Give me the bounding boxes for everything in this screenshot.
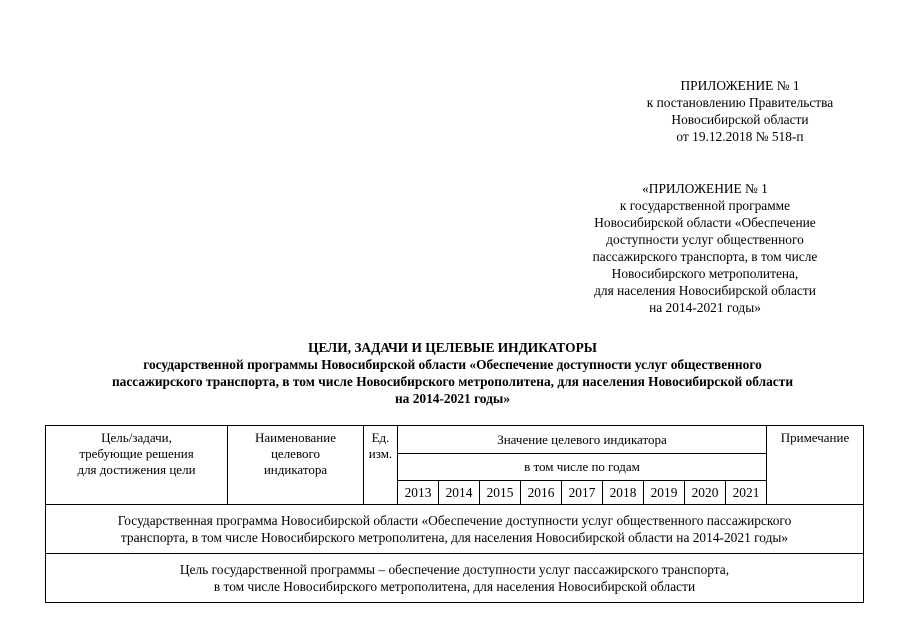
header-unit-line: изм.: [368, 446, 393, 461]
appendix-header-program: [555, 180, 855, 316]
title-line: государственной программы Новосибирской области «Обеспечение доступности услуг общественного: [143, 357, 762, 372]
table-row: [46, 554, 864, 603]
title-line: на 2014-2021 годы»: [394, 391, 511, 406]
header-by-year: в том числе по годам: [398, 454, 767, 481]
appendix-header-resolution: [610, 77, 870, 145]
year-cell: 2017: [562, 481, 603, 505]
goal-row: [46, 554, 864, 603]
header-value: Значение целевого индикатора: [398, 426, 767, 454]
appendix1-line: ПРИЛОЖЕНИЕ № 1: [680, 78, 800, 93]
header-unit-line: Ед.: [371, 430, 390, 445]
year-cell: 2019: [644, 481, 685, 505]
indicators-table: [45, 425, 864, 603]
appendix1-line: от 19.12.2018 № 518-п: [676, 129, 804, 144]
program-row-line: транспорта, в том числе Новосибирского метрополитена, для населения Новосибирской области на 2014-2021 годы»: [120, 530, 789, 545]
year-cell: 2015: [480, 481, 521, 505]
appendix2-line: Новосибирской области «Обеспечение: [594, 215, 816, 230]
title-line: ЦЕЛИ, ЗАДАЧИ И ЦЕЛЕВЫЕ ИНДИКАТОРЫ: [308, 340, 597, 355]
year-cell: 2020: [685, 481, 726, 505]
year-cell: 2014: [439, 481, 480, 505]
header-unit: [364, 426, 398, 505]
program-row-line: Государственная программа Новосибирской области «Обеспечение доступности услуг общественного пассажирского: [117, 513, 792, 528]
header-goal: [46, 426, 228, 505]
appendix2-line: доступности услуг общественного: [606, 232, 804, 247]
title-line: пассажирского транспорта, в том числе Новосибирского метрополитена, для населения Новосибирской области: [111, 374, 794, 389]
year-cell: 2018: [603, 481, 644, 505]
appendix1-line: Новосибирской области: [671, 112, 809, 127]
header-goal-line: требующие решения: [79, 446, 194, 461]
appendix2-line: для населения Новосибирской области: [594, 283, 816, 298]
appendix2-line: Новосибирского метрополитена,: [611, 266, 799, 281]
document-title: [40, 339, 865, 407]
header-indicator-line: Наименование: [255, 430, 336, 445]
header-note: Примечание: [767, 426, 864, 505]
header-goal-line: для достижения цели: [77, 462, 196, 477]
appendix1-line: к постановлению Правительства: [646, 95, 834, 110]
appendix2-line: к государственной программе: [619, 198, 791, 213]
goal-row-line: Цель государственной программы – обеспечение доступности услуг пассажирского транспорта,: [179, 562, 730, 577]
table-row: [46, 505, 864, 554]
appendix2-line: пассажирского транспорта, в том числе: [592, 249, 818, 264]
header-indicator-line: целевого: [270, 446, 321, 461]
header-indicator-line: индикатора: [263, 462, 328, 477]
appendix2-line: «ПРИЛОЖЕНИЕ № 1: [642, 181, 768, 196]
year-cell: 2016: [521, 481, 562, 505]
year-cell: 2021: [726, 481, 767, 505]
year-cell: 2013: [398, 481, 439, 505]
program-row: [46, 505, 864, 554]
goal-row-line: в том числе Новосибирского метрополитена, для населения Новосибирской области: [213, 579, 696, 594]
appendix2-line: на 2014-2021 годы»: [649, 300, 761, 315]
table-header-row: [46, 426, 864, 454]
header-indicator: [228, 426, 364, 505]
header-goal-line: Цель/задачи,: [101, 430, 172, 445]
